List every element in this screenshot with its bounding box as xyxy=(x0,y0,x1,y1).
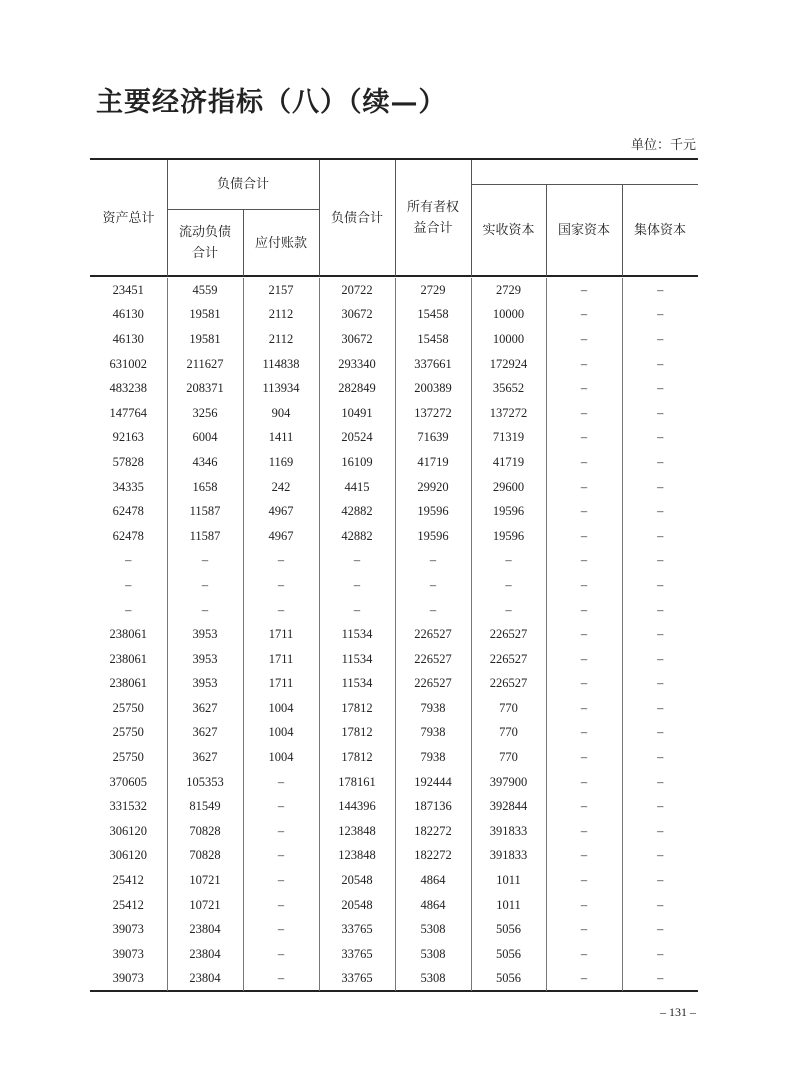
header-divider xyxy=(395,160,396,276)
cell-paid-in-capital: 1011 xyxy=(471,893,546,918)
cell-collective-capital: – xyxy=(622,573,698,598)
cell-state-capital: – xyxy=(546,942,622,967)
cell-accounts-payable: – xyxy=(243,967,319,992)
cell-owners-equity: 192444 xyxy=(395,770,471,795)
cell-state-capital: – xyxy=(546,770,622,795)
cell-accounts-payable: 1711 xyxy=(243,672,319,697)
cell-total-liabilities: 17812 xyxy=(319,721,395,746)
cell-current-liabilities: 23804 xyxy=(167,917,243,942)
cell-state-capital: – xyxy=(546,967,622,992)
cell-owners-equity: 2729 xyxy=(395,278,471,303)
cell-collective-capital: – xyxy=(622,696,698,721)
cell-paid-in-capital: 770 xyxy=(471,745,546,770)
cell-paid-in-capital: 71319 xyxy=(471,426,546,451)
cell-state-capital: – xyxy=(546,327,622,352)
cell-collective-capital: – xyxy=(622,499,698,524)
cell-total-liabilities: 20548 xyxy=(319,868,395,893)
cell-current-liabilities: 105353 xyxy=(167,770,243,795)
cell-total-liabilities: 178161 xyxy=(319,770,395,795)
cell-state-capital: – xyxy=(546,598,622,623)
header-total-liabilities: 负债合计 xyxy=(330,210,383,226)
table-row xyxy=(90,327,698,352)
cell-current-liabilities: 70828 xyxy=(167,819,243,844)
cell-total-assets: 57828 xyxy=(112,454,144,469)
cell-current-liabilities: 23804 xyxy=(167,942,243,967)
table-row xyxy=(90,352,698,377)
cell-total-liabilities: – xyxy=(319,598,395,623)
cell-owners-equity: 7938 xyxy=(395,745,471,770)
cell-current-liabilities: 23804 xyxy=(167,967,243,992)
cell-state-capital: – xyxy=(546,426,622,451)
cell-current-liabilities: – xyxy=(167,573,243,598)
cell-state-capital: – xyxy=(546,917,622,942)
cell-collective-capital: – xyxy=(622,278,698,303)
header-accounts-payable: 应付账款 xyxy=(254,235,307,251)
cell-paid-in-capital: 770 xyxy=(471,696,546,721)
cell-collective-capital: – xyxy=(622,770,698,795)
cell-owners-equity: 19596 xyxy=(395,499,471,524)
cell-current-liabilities: 70828 xyxy=(167,844,243,869)
cell-accounts-payable: 242 xyxy=(243,475,319,500)
cell-paid-in-capital: – xyxy=(471,598,546,623)
cell-state-capital: – xyxy=(546,819,622,844)
cell-state-capital: – xyxy=(546,549,622,574)
cell-collective-capital: – xyxy=(622,917,698,942)
cell-total-assets: 238061 xyxy=(109,627,147,642)
cell-accounts-payable: 1169 xyxy=(243,450,319,475)
cell-paid-in-capital: 35652 xyxy=(471,376,546,401)
table-row xyxy=(90,819,698,844)
cell-accounts-payable: – xyxy=(243,893,319,918)
cell-owners-equity: 4864 xyxy=(395,868,471,893)
cell-owners-equity: – xyxy=(395,549,471,574)
cell-state-capital: – xyxy=(546,401,622,426)
table-row xyxy=(90,721,698,746)
cell-total-assets: 25412 xyxy=(112,897,144,912)
cell-total-assets: – xyxy=(125,577,132,592)
cell-owners-equity: 182272 xyxy=(395,844,471,869)
cell-total-assets: 25750 xyxy=(112,725,144,740)
table-row xyxy=(90,868,698,893)
cell-state-capital: – xyxy=(546,844,622,869)
cell-total-assets: 46130 xyxy=(112,307,144,322)
cell-total-assets: 238061 xyxy=(109,651,147,666)
cell-total-assets: 62478 xyxy=(112,528,144,543)
cell-total-assets: 39073 xyxy=(112,971,144,986)
table-row xyxy=(90,917,698,942)
table-row xyxy=(90,278,698,303)
cell-collective-capital: – xyxy=(622,426,698,451)
table-row xyxy=(90,573,698,598)
cell-owners-equity: 19596 xyxy=(395,524,471,549)
cell-state-capital: – xyxy=(546,352,622,377)
cell-owners-equity: 187136 xyxy=(395,794,471,819)
cell-total-assets: 306120 xyxy=(109,848,147,863)
cell-total-liabilities: 11534 xyxy=(319,622,395,647)
header-liabilities-group: 负债合计 xyxy=(216,177,269,192)
cell-total-assets: 147764 xyxy=(109,405,147,420)
cell-paid-in-capital: 5056 xyxy=(471,967,546,992)
cell-current-liabilities: 3953 xyxy=(167,622,243,647)
cell-state-capital: – xyxy=(546,303,622,328)
cell-total-assets: 62478 xyxy=(112,504,144,519)
header-collective-capital: 集体资本 xyxy=(633,223,686,238)
cell-collective-capital: – xyxy=(622,376,698,401)
cell-total-liabilities: 42882 xyxy=(319,499,395,524)
cell-total-assets: 39073 xyxy=(112,922,144,937)
data-table xyxy=(90,278,698,991)
table-row xyxy=(90,696,698,721)
table-row xyxy=(90,672,698,697)
cell-collective-capital: – xyxy=(622,549,698,574)
cell-state-capital: – xyxy=(546,893,622,918)
cell-state-capital: – xyxy=(546,868,622,893)
cell-current-liabilities: 19581 xyxy=(167,327,243,352)
cell-state-capital: – xyxy=(546,745,622,770)
cell-total-assets: 306120 xyxy=(109,823,147,838)
cell-collective-capital: – xyxy=(622,401,698,426)
table-row xyxy=(90,475,698,500)
cell-current-liabilities: 208371 xyxy=(167,376,243,401)
cell-current-liabilities: 10721 xyxy=(167,868,243,893)
table-row xyxy=(90,622,698,647)
cell-owners-equity: 226527 xyxy=(395,622,471,647)
cell-collective-capital: – xyxy=(622,721,698,746)
cell-accounts-payable: 1411 xyxy=(243,426,319,451)
cell-state-capital: – xyxy=(546,622,622,647)
cell-total-assets: 631002 xyxy=(109,356,147,371)
cell-owners-equity: 5308 xyxy=(395,917,471,942)
cell-owners-equity: 4864 xyxy=(395,893,471,918)
cell-state-capital: – xyxy=(546,573,622,598)
cell-total-assets: 25750 xyxy=(112,750,144,765)
cell-paid-in-capital: 770 xyxy=(471,721,546,746)
cell-total-liabilities: 33765 xyxy=(319,942,395,967)
page-number: – 131 – xyxy=(660,1005,696,1019)
cell-total-liabilities: 293340 xyxy=(319,352,395,377)
table-row xyxy=(90,598,698,623)
unit-label: 单位：千元 xyxy=(630,138,696,153)
header-owners-equity: 所有者权益合计 xyxy=(406,200,459,236)
cell-owners-equity: 7938 xyxy=(395,696,471,721)
cell-current-liabilities: 19581 xyxy=(167,303,243,328)
cell-owners-equity: 137272 xyxy=(395,401,471,426)
cell-current-liabilities: 4559 xyxy=(167,278,243,303)
header-state-capital: 国家资本 xyxy=(557,223,610,238)
cell-total-assets: 370605 xyxy=(109,774,147,789)
cell-collective-capital: – xyxy=(622,868,698,893)
cell-paid-in-capital: 392844 xyxy=(471,794,546,819)
cell-owners-equity: – xyxy=(395,573,471,598)
cell-accounts-payable: – xyxy=(243,917,319,942)
cell-owners-equity: 200389 xyxy=(395,376,471,401)
cell-total-liabilities: 10491 xyxy=(319,401,395,426)
cell-accounts-payable: 904 xyxy=(243,401,319,426)
cell-total-liabilities: 144396 xyxy=(319,794,395,819)
cell-current-liabilities: 4346 xyxy=(167,450,243,475)
cell-current-liabilities: 3953 xyxy=(167,647,243,672)
cell-state-capital: – xyxy=(546,672,622,697)
cell-accounts-payable: – xyxy=(243,770,319,795)
cell-state-capital: – xyxy=(546,696,622,721)
cell-total-assets: 34335 xyxy=(112,479,144,494)
header-current-liabilities: 流动负债合计 xyxy=(178,225,231,261)
cell-total-liabilities: 30672 xyxy=(319,303,395,328)
cell-accounts-payable: 1711 xyxy=(243,622,319,647)
cell-current-liabilities: – xyxy=(167,549,243,574)
cell-collective-capital: – xyxy=(622,672,698,697)
cell-total-liabilities: – xyxy=(319,573,395,598)
cell-total-liabilities: 33765 xyxy=(319,967,395,992)
cell-current-liabilities: 81549 xyxy=(167,794,243,819)
cell-state-capital: – xyxy=(546,475,622,500)
cell-accounts-payable: 1004 xyxy=(243,721,319,746)
cell-state-capital: – xyxy=(546,721,622,746)
cell-collective-capital: – xyxy=(622,352,698,377)
cell-total-assets: 238061 xyxy=(109,676,147,691)
cell-paid-in-capital: – xyxy=(471,573,546,598)
cell-total-liabilities: 30672 xyxy=(319,327,395,352)
cell-owners-equity: 15458 xyxy=(395,303,471,328)
cell-total-assets: 23451 xyxy=(112,282,144,297)
cell-current-liabilities: 3953 xyxy=(167,672,243,697)
cell-current-liabilities: 11587 xyxy=(167,499,243,524)
cell-total-liabilities: 11534 xyxy=(319,672,395,697)
cell-current-liabilities: 6004 xyxy=(167,426,243,451)
cell-state-capital: – xyxy=(546,794,622,819)
cell-accounts-payable: 2157 xyxy=(243,278,319,303)
cell-current-liabilities: 211627 xyxy=(167,352,243,377)
cell-total-assets: – xyxy=(125,553,132,568)
cell-total-assets: 25412 xyxy=(112,873,144,888)
cell-collective-capital: – xyxy=(622,450,698,475)
cell-current-liabilities: 3627 xyxy=(167,745,243,770)
cell-collective-capital: – xyxy=(622,598,698,623)
cell-state-capital: – xyxy=(546,524,622,549)
cell-total-assets: 331532 xyxy=(109,799,147,814)
cell-total-liabilities: 16109 xyxy=(319,450,395,475)
table-row xyxy=(90,524,698,549)
cell-owners-equity: 5308 xyxy=(395,967,471,992)
cell-total-liabilities: 17812 xyxy=(319,696,395,721)
cell-total-liabilities: 20524 xyxy=(319,426,395,451)
cell-accounts-payable: – xyxy=(243,844,319,869)
cell-paid-in-capital: 29600 xyxy=(471,475,546,500)
cell-collective-capital: – xyxy=(622,303,698,328)
cell-accounts-payable: – xyxy=(243,573,319,598)
cell-owners-equity: 15458 xyxy=(395,327,471,352)
cell-total-assets: 25750 xyxy=(112,700,144,715)
cell-owners-equity: 41719 xyxy=(395,450,471,475)
cell-current-liabilities: 3627 xyxy=(167,696,243,721)
page-title: 主要经济指标（八）（续—） xyxy=(96,87,447,118)
cell-paid-in-capital: 19596 xyxy=(471,499,546,524)
cell-collective-capital: – xyxy=(622,844,698,869)
cell-state-capital: – xyxy=(546,376,622,401)
cell-total-liabilities: 17812 xyxy=(319,745,395,770)
cell-current-liabilities: 11587 xyxy=(167,524,243,549)
cell-owners-equity: 226527 xyxy=(395,647,471,672)
cell-collective-capital: – xyxy=(622,475,698,500)
cell-paid-in-capital: 172924 xyxy=(471,352,546,377)
header-paid-in-capital: 实收资本 xyxy=(482,223,535,238)
cell-total-assets: 39073 xyxy=(112,946,144,961)
cell-owners-equity: 29920 xyxy=(395,475,471,500)
table-row xyxy=(90,893,698,918)
cell-paid-in-capital: 19596 xyxy=(471,524,546,549)
cell-total-liabilities: 282849 xyxy=(319,376,395,401)
cell-paid-in-capital: 5056 xyxy=(471,942,546,967)
cell-total-assets: 483238 xyxy=(109,381,147,396)
cell-owners-equity: 337661 xyxy=(395,352,471,377)
cell-collective-capital: – xyxy=(622,967,698,992)
cell-total-assets: 46130 xyxy=(112,331,144,346)
cell-owners-equity: 226527 xyxy=(395,672,471,697)
cell-collective-capital: – xyxy=(622,622,698,647)
cell-owners-equity: 71639 xyxy=(395,426,471,451)
cell-accounts-payable: – xyxy=(243,819,319,844)
table-row xyxy=(90,794,698,819)
table-row xyxy=(90,401,698,426)
cell-collective-capital: – xyxy=(622,794,698,819)
cell-current-liabilities: 1658 xyxy=(167,475,243,500)
cell-accounts-payable: 1711 xyxy=(243,647,319,672)
cell-owners-equity: 5308 xyxy=(395,942,471,967)
cell-owners-equity: 7938 xyxy=(395,721,471,746)
cell-total-liabilities: 11534 xyxy=(319,647,395,672)
table-row xyxy=(90,450,698,475)
cell-total-liabilities: 42882 xyxy=(319,524,395,549)
cell-accounts-payable: 4967 xyxy=(243,524,319,549)
cell-state-capital: – xyxy=(546,278,622,303)
cell-paid-in-capital: 226527 xyxy=(471,672,546,697)
cell-paid-in-capital: 5056 xyxy=(471,917,546,942)
cell-state-capital: – xyxy=(546,647,622,672)
cell-owners-equity: 182272 xyxy=(395,819,471,844)
cell-paid-in-capital: 397900 xyxy=(471,770,546,795)
cell-accounts-payable: – xyxy=(243,598,319,623)
cell-accounts-payable: 2112 xyxy=(243,327,319,352)
cell-current-liabilities: – xyxy=(167,598,243,623)
cell-collective-capital: – xyxy=(622,745,698,770)
cell-collective-capital: – xyxy=(622,893,698,918)
table-row xyxy=(90,303,698,328)
cell-total-liabilities: 123848 xyxy=(319,844,395,869)
cell-total-liabilities: 20722 xyxy=(319,278,395,303)
cell-total-assets: – xyxy=(125,602,132,617)
table-row xyxy=(90,745,698,770)
table-row xyxy=(90,499,698,524)
cell-paid-in-capital: 41719 xyxy=(471,450,546,475)
table-row xyxy=(90,647,698,672)
cell-paid-in-capital: 226527 xyxy=(471,647,546,672)
cell-current-liabilities: 3627 xyxy=(167,721,243,746)
cell-state-capital: – xyxy=(546,450,622,475)
cell-paid-in-capital: 10000 xyxy=(471,327,546,352)
cell-accounts-payable: – xyxy=(243,549,319,574)
cell-total-liabilities: 20548 xyxy=(319,893,395,918)
cell-total-liabilities: 4415 xyxy=(319,475,395,500)
cell-accounts-payable: – xyxy=(243,868,319,893)
cell-paid-in-capital: 391833 xyxy=(471,819,546,844)
cell-accounts-payable: 114838 xyxy=(243,352,319,377)
cell-total-liabilities: 123848 xyxy=(319,819,395,844)
cell-paid-in-capital: 137272 xyxy=(471,401,546,426)
header-total-assets: 资产总计 xyxy=(102,210,155,226)
table-row xyxy=(90,942,698,967)
cell-accounts-payable: 1004 xyxy=(243,696,319,721)
cell-total-liabilities: 33765 xyxy=(319,917,395,942)
cell-paid-in-capital: 1011 xyxy=(471,868,546,893)
cell-accounts-payable: – xyxy=(243,794,319,819)
cell-collective-capital: – xyxy=(622,647,698,672)
cell-paid-in-capital: 2729 xyxy=(471,278,546,303)
cell-accounts-payable: 113934 xyxy=(243,376,319,401)
cell-current-liabilities: 10721 xyxy=(167,893,243,918)
cell-accounts-payable: – xyxy=(243,942,319,967)
cell-state-capital: – xyxy=(546,499,622,524)
cell-total-assets: 92163 xyxy=(112,430,144,445)
cell-collective-capital: – xyxy=(622,819,698,844)
cell-accounts-payable: 4967 xyxy=(243,499,319,524)
table-row xyxy=(90,549,698,574)
cell-paid-in-capital: 391833 xyxy=(471,844,546,869)
table-row xyxy=(90,844,698,869)
cell-paid-in-capital: 10000 xyxy=(471,303,546,328)
cell-collective-capital: – xyxy=(622,942,698,967)
cell-accounts-payable: 1004 xyxy=(243,745,319,770)
cell-owners-equity: – xyxy=(395,598,471,623)
cell-paid-in-capital: – xyxy=(471,549,546,574)
cell-paid-in-capital: 226527 xyxy=(471,622,546,647)
table-row xyxy=(90,376,698,401)
cell-accounts-payable: 2112 xyxy=(243,303,319,328)
cell-total-liabilities: – xyxy=(319,549,395,574)
table-row xyxy=(90,770,698,795)
cell-current-liabilities: 3256 xyxy=(167,401,243,426)
table-row xyxy=(90,426,698,451)
cell-collective-capital: – xyxy=(622,327,698,352)
table-row xyxy=(90,967,698,992)
cell-collective-capital: – xyxy=(622,524,698,549)
